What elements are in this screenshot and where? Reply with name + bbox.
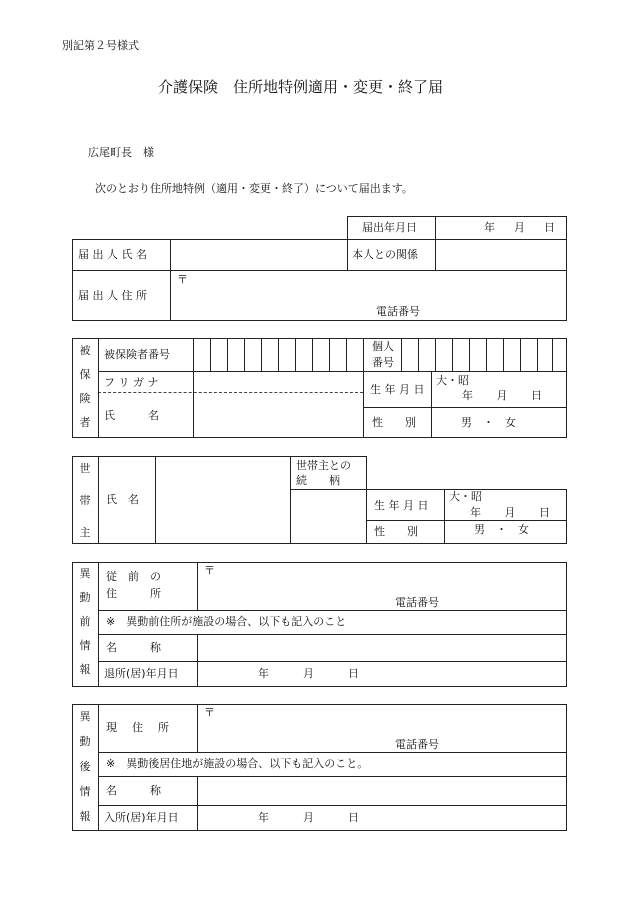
insured-name-field[interactable] [194, 393, 363, 437]
householder-name-field[interactable] [156, 457, 290, 543]
insured-sex-label: 性 別 [372, 416, 416, 429]
insured-section-label: 被 保 険 者 [79, 344, 91, 429]
addressee: 広尾町長 様 [88, 146, 154, 159]
householder-sex-label: 性 別 [374, 525, 418, 538]
householder-relation-field[interactable] [291, 490, 366, 543]
after-phone-label: 電話番号 [395, 738, 439, 751]
before-note: ※ 異動前住所が施設の場合、以下も記入のこと [106, 615, 347, 628]
after-address-field[interactable] [198, 705, 566, 752]
before-address-label-2: 住 所 [106, 587, 161, 600]
submit-date-format: 年 月 日 [484, 221, 559, 234]
insured-number-label: 被保険者番号 [104, 348, 170, 361]
submit-date-label: 届出年月日 [362, 221, 417, 234]
householder-relation-label: 世帯主との [296, 459, 351, 472]
personal-number-field[interactable] [402, 339, 566, 371]
householder-sex-options[interactable]: 男 ・ 女 [474, 523, 529, 536]
before-phone-label: 電話番号 [395, 596, 439, 609]
relation-label: 本人との関係 [352, 248, 418, 261]
householder-birth-format: 年 月 日 [470, 506, 553, 519]
before-date-label: 退所(居)年月日 [104, 667, 179, 680]
before-facility-field[interactable] [198, 635, 566, 661]
insured-sex-options[interactable]: 男 ・ 女 [461, 416, 516, 429]
phone-label: 電話番号 [376, 305, 420, 318]
householder-name-label: 氏 名 [106, 493, 139, 506]
after-date-format[interactable]: 年 月 日 [258, 811, 363, 824]
personal-number-label: 個人 [372, 340, 394, 353]
householder-era: 大・昭 [449, 490, 482, 503]
submitter-address-field[interactable] [171, 271, 566, 320]
insured-number-field[interactable] [194, 339, 363, 371]
after-facility-field[interactable] [198, 777, 566, 805]
intro-text: 次のとおり住所地特例（適用・変更・終了）について届出ます。 [95, 182, 413, 195]
after-section-label: 異 動 後 情 報 [79, 710, 91, 823]
before-facility-label: 名 称 [106, 641, 161, 654]
after-facility-label: 名 称 [106, 784, 161, 797]
submitter-name-field[interactable] [171, 240, 347, 270]
postal-mark: 〒 [177, 273, 188, 286]
before-section-label: 異 動 前 情 報 [79, 567, 91, 676]
form-number: 別記第２号様式 [62, 39, 139, 52]
before-date-format[interactable]: 年 月 日 [258, 667, 363, 680]
insured-birth-format: 年 月 日 [462, 389, 545, 402]
relation-field[interactable] [436, 240, 566, 270]
submitter-name-label: 届 出 人 氏 名 [78, 248, 147, 261]
insured-era: 大・昭 [436, 374, 469, 387]
householder-birth-label: 生 年 月 日 [374, 499, 429, 512]
after-note: ※ 異動後居住地が施設の場合、以下も記入のこと。 [106, 757, 369, 770]
insured-furigana-field[interactable] [194, 372, 363, 392]
before-address-field[interactable] [198, 563, 566, 610]
page-title: 介護保険 住所地特例適用・変更・終了届 [158, 78, 444, 96]
personal-number-label-2: 番号 [372, 356, 394, 369]
after-postal-mark: 〒 [204, 706, 215, 719]
after-date-label: 入所(居)年月日 [104, 811, 179, 824]
householder-section-label: 世 帯 主 [79, 462, 91, 539]
furigana-label: フ リ ガ ナ [104, 376, 159, 389]
householder-relation-label-2: 続 柄 [296, 474, 340, 487]
insured-name-label: 氏 名 [104, 409, 159, 422]
after-address-label: 現 住 所 [106, 721, 171, 734]
before-postal-mark: 〒 [204, 564, 215, 577]
before-address-label: 従 前 の [106, 570, 161, 583]
submitter-address-label: 届 出 人 住 所 [78, 289, 147, 302]
insured-birth-label: 生 年 月 日 [370, 383, 425, 396]
